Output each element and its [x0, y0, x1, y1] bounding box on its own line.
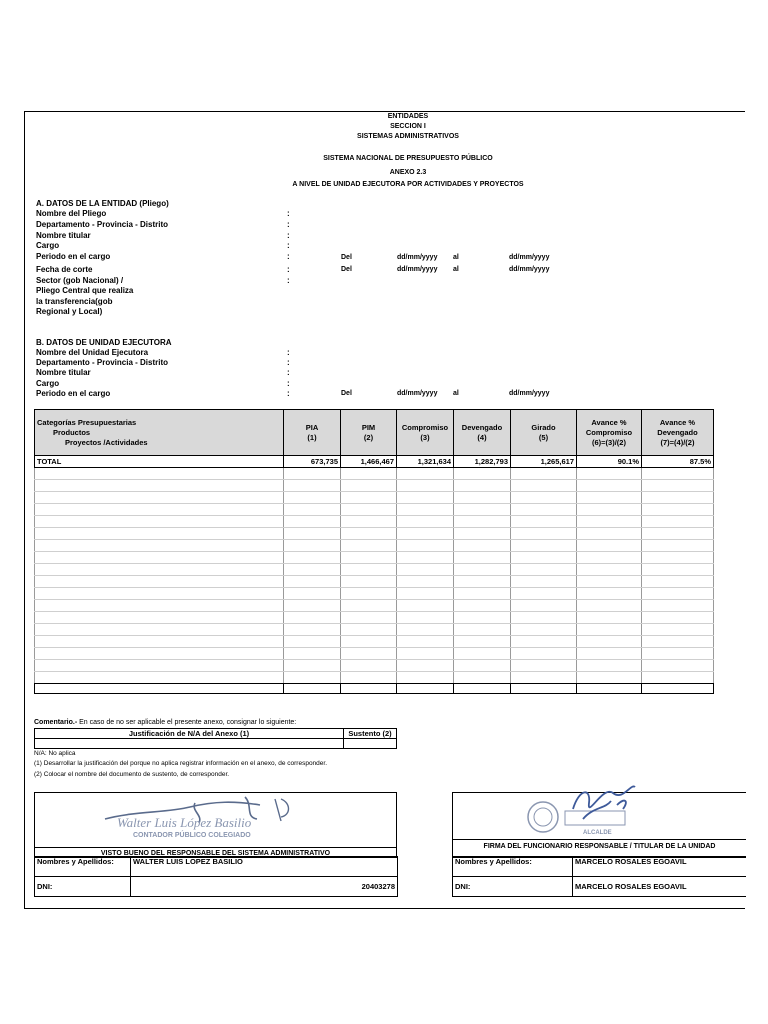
- header-girado: [511, 410, 577, 456]
- signature-right-name-row: [453, 857, 746, 877]
- header-avance-dev-1: Avance %: [659, 417, 696, 427]
- table-cell: [642, 660, 714, 672]
- table-cell: [35, 504, 284, 516]
- comentario-label: Comentario.-: [34, 719, 78, 726]
- table-cell: [341, 672, 397, 684]
- header-cat-1: Categorías Presupuestarias: [37, 417, 137, 427]
- table-cell: [642, 684, 714, 694]
- table-cell: [642, 528, 714, 540]
- colon: :: [287, 276, 290, 285]
- table-cell: [454, 552, 511, 564]
- table-cell: [397, 528, 454, 540]
- header-snpp: SISTEMA NACIONAL DE PRESUPUESTO PÚBLICO: [323, 155, 493, 162]
- table-cell: [341, 528, 397, 540]
- label-nombre-titular-b: Nombre titular: [36, 368, 91, 377]
- handwritten-signature-right: [513, 779, 663, 839]
- label-nombre-titular: Nombre titular: [36, 231, 91, 240]
- colon: :: [287, 368, 290, 377]
- nombres-label-left: Nombres y Apellidos:: [35, 857, 131, 877]
- table-cell: [397, 492, 454, 504]
- table-cell: [284, 636, 341, 648]
- table-cell: [454, 636, 511, 648]
- label-nombre-unidad: Nombre del Unidad Ejecutora: [36, 348, 149, 357]
- table-cell: [35, 612, 284, 624]
- just-cell: [35, 739, 344, 749]
- table-cell: [511, 588, 577, 600]
- table-row: [35, 600, 714, 612]
- total-avance-compromiso: 90.1%: [577, 456, 642, 468]
- table-cell: [642, 468, 714, 480]
- label-fecha-corte: Fecha de corte: [36, 265, 93, 274]
- table-row: [35, 516, 714, 528]
- del-label: Del: [341, 266, 352, 273]
- total-devengado: 1,282,793: [454, 456, 511, 468]
- table-cell: [511, 528, 577, 540]
- table-cell: [35, 684, 284, 694]
- table-cell: [642, 540, 714, 552]
- table-row: [35, 492, 714, 504]
- table-cell: [341, 480, 397, 492]
- sustento-cell: [344, 739, 397, 749]
- table-cell: [577, 540, 642, 552]
- table-row: [35, 540, 714, 552]
- header-avance-comp-1: Avance %: [591, 417, 627, 427]
- table-cell: [511, 636, 577, 648]
- table-cell: [284, 480, 341, 492]
- nombres-value-left: WALTER LUIS LOPEZ BASILIO: [131, 857, 398, 877]
- date-from: dd/mm/yyyy: [397, 390, 438, 397]
- table-cell: [454, 576, 511, 588]
- table-cell: [341, 648, 397, 660]
- table-cell: [397, 564, 454, 576]
- table-row: [35, 504, 714, 516]
- table-cell: [341, 588, 397, 600]
- table-cell: [284, 648, 341, 660]
- table-cell: [642, 516, 714, 528]
- table-cell: [397, 600, 454, 612]
- table-cell: [35, 528, 284, 540]
- handwritten-signature-left: [95, 793, 305, 841]
- table-cell: [284, 468, 341, 480]
- justification-empty-row: [35, 739, 397, 749]
- nombres-label-right: Nombres y Apellidos:: [453, 857, 573, 877]
- table-cell: [511, 600, 577, 612]
- header-compromiso-num: (3): [420, 432, 430, 442]
- table-cell: [284, 672, 341, 684]
- table-cell: [642, 480, 714, 492]
- table-cell: [577, 684, 642, 694]
- header-avance-dev-2: Devengado: [657, 427, 698, 437]
- table-cell: [284, 552, 341, 564]
- table-cell: [35, 480, 284, 492]
- comentario-line: [34, 718, 296, 727]
- table-cell: [511, 504, 577, 516]
- table-cell: [511, 660, 577, 672]
- label-nombre-pliego: Nombre del Pliego: [36, 209, 107, 218]
- table-cell: [454, 612, 511, 624]
- table-cell: [397, 660, 454, 672]
- header-sistemas: SISTEMAS ADMINISTRATIVOS: [357, 133, 459, 140]
- table-cell: [454, 588, 511, 600]
- table-cell: [577, 504, 642, 516]
- label-sector-3: la transferencia(gob: [36, 297, 113, 306]
- table-cell: [35, 468, 284, 480]
- date-to: dd/mm/yyyy: [509, 390, 550, 397]
- table-cell: [454, 600, 511, 612]
- header-categorias: [35, 410, 284, 456]
- header-nivel: A NIVEL DE UNIDAD EJECUTORA POR ACTIVIDADES Y PROYECTOS: [292, 181, 524, 188]
- table-cell: [577, 552, 642, 564]
- table-cell: [284, 576, 341, 588]
- table-cell: [35, 624, 284, 636]
- sustento-header: Sustento (2): [344, 729, 397, 739]
- table-cell: [397, 624, 454, 636]
- table-cell: [341, 516, 397, 528]
- total-row: [35, 456, 714, 468]
- table-row: [35, 480, 714, 492]
- signature-box-left: [34, 792, 397, 858]
- table-cell: [284, 540, 341, 552]
- table-cell: [577, 660, 642, 672]
- header-pia: [284, 410, 341, 456]
- table-cell: [511, 492, 577, 504]
- header-avance-dev-3: (7)=(4)/(2): [660, 437, 695, 447]
- header-pia-label: PIA: [305, 422, 319, 432]
- table-cell: [511, 648, 577, 660]
- table-cell: [35, 516, 284, 528]
- table-cell: [454, 564, 511, 576]
- table-cell: [341, 492, 397, 504]
- table-row: [35, 552, 714, 564]
- colon: :: [287, 379, 290, 388]
- table-cell: [397, 516, 454, 528]
- table-cell: [642, 648, 714, 660]
- table-cell: [284, 684, 341, 694]
- budget-table: [34, 409, 714, 694]
- table-cell: [341, 636, 397, 648]
- table-cell: [35, 660, 284, 672]
- signature-table-right: [452, 856, 746, 897]
- table-cell: [642, 612, 714, 624]
- table-row: [35, 660, 714, 672]
- header-avance-devengado: [642, 410, 714, 456]
- table-cell: [577, 492, 642, 504]
- caption-right: FIRMA DEL FUNCIONARIO RESPONSABLE / TITULAR DE LA UNIDAD: [453, 839, 746, 851]
- caption-left: VISTO BUENO DEL RESPONSABLE DEL SISTEMA ADMINISTRATIVO: [35, 847, 396, 858]
- header-devengado: [454, 410, 511, 456]
- total-avance-devengado: 87.5%: [642, 456, 714, 468]
- table-cell: [35, 600, 284, 612]
- table-cell: [454, 504, 511, 516]
- table-cell: [35, 552, 284, 564]
- table-cell: [397, 684, 454, 694]
- table-row: [35, 684, 714, 694]
- table-cell: [284, 588, 341, 600]
- table-cell: [341, 660, 397, 672]
- table-cell: [511, 540, 577, 552]
- signature-table-left: [34, 856, 398, 897]
- header-avance-comp-2: Compromiso: [585, 427, 633, 437]
- stamp-title-right: ALCALDE: [583, 830, 612, 836]
- colon: :: [287, 348, 290, 357]
- table-cell: [284, 624, 341, 636]
- header-entidades: ENTIDADES: [387, 113, 429, 120]
- header-compromiso: [397, 410, 454, 456]
- header-pim-label: PIM: [361, 422, 376, 432]
- table-row: [35, 612, 714, 624]
- table-cell: [35, 576, 284, 588]
- table-cell: [397, 552, 454, 564]
- total-girado: 1,265,617: [511, 456, 577, 468]
- table-cell: [577, 564, 642, 576]
- table-cell: [511, 564, 577, 576]
- header-avance-compromiso: [577, 410, 642, 456]
- table-cell: [511, 672, 577, 684]
- header-compromiso-label: Compromiso: [401, 422, 449, 432]
- table-cell: [341, 612, 397, 624]
- table-row: [35, 672, 714, 684]
- table-cell: [642, 636, 714, 648]
- label-periodo-b: Periodo en el cargo: [36, 389, 111, 398]
- table-cell: [284, 612, 341, 624]
- al-label: al: [453, 266, 459, 273]
- label-sector-4: Regional y Local): [36, 307, 103, 316]
- table-row: [35, 576, 714, 588]
- signature-left-name-row: [35, 857, 398, 877]
- table-header-row: [35, 410, 714, 456]
- table-cell: [454, 540, 511, 552]
- table-row: [35, 588, 714, 600]
- table-cell: [35, 540, 284, 552]
- table-cell: [577, 468, 642, 480]
- just-header: Justificación de N/A del Anexo (1): [35, 729, 344, 739]
- table-cell: [577, 624, 642, 636]
- dni-value-right: MARCELO ROSALES EGOAVIL: [573, 877, 746, 897]
- header-cat-3: Proyectos /Actividades: [65, 437, 148, 447]
- table-cell: [454, 492, 511, 504]
- table-cell: [397, 648, 454, 660]
- signature-box-right: [452, 792, 746, 858]
- table-cell: [284, 492, 341, 504]
- header-girado-num: (5): [538, 432, 549, 442]
- total-compromiso: 1,321,634: [397, 456, 454, 468]
- stamp-name-left: Walter Luis López Basilio: [117, 815, 252, 830]
- table-cell: [642, 564, 714, 576]
- table-cell: [35, 492, 284, 504]
- date-from: dd/mm/yyyy: [397, 266, 438, 273]
- table-cell: [511, 612, 577, 624]
- table-cell: [397, 468, 454, 480]
- table-cell: [642, 672, 714, 684]
- header-cat-2: Productos: [53, 427, 91, 437]
- table-cell: [341, 540, 397, 552]
- table-cell: [577, 576, 642, 588]
- table-cell: [511, 480, 577, 492]
- table-row: [35, 624, 714, 636]
- table-cell: [284, 600, 341, 612]
- justification-table: [34, 728, 397, 749]
- table-cell: [642, 552, 714, 564]
- table-cell: [397, 504, 454, 516]
- label-periodo: Periodo en el cargo: [36, 252, 111, 261]
- table-cell: [577, 636, 642, 648]
- table-cell: [511, 576, 577, 588]
- colon: :: [287, 220, 290, 229]
- table-cell: [511, 552, 577, 564]
- table-cell: [642, 600, 714, 612]
- note-na: N/A: No aplica: [34, 750, 76, 757]
- dni-label-right: DNI:: [453, 877, 573, 897]
- justification-header-row: [35, 729, 397, 739]
- table-cell: [454, 660, 511, 672]
- table-cell: [642, 576, 714, 588]
- table-row: [35, 564, 714, 576]
- table-cell: [454, 480, 511, 492]
- header-pim: [341, 410, 397, 456]
- table-cell: [454, 468, 511, 480]
- signature-left-dni-row: [35, 877, 398, 897]
- table-cell: [642, 588, 714, 600]
- comentario-text: En caso de no ser aplicable el presente anexo, consignar lo siguiente:: [77, 719, 297, 726]
- stamp-title-left: CONTADOR PÚBLICO COLEGIADO: [133, 832, 251, 839]
- al-label: al: [453, 390, 459, 397]
- table-cell: [577, 480, 642, 492]
- table-cell: [397, 576, 454, 588]
- header-girado-label: Girado: [531, 422, 556, 432]
- table-cell: [284, 504, 341, 516]
- label-cargo-b: Cargo: [36, 379, 60, 388]
- table-cell: [341, 564, 397, 576]
- date-to: dd/mm/yyyy: [509, 266, 550, 273]
- table-cell: [341, 624, 397, 636]
- total-label: TOTAL: [35, 456, 284, 468]
- date-to: dd/mm/yyyy: [509, 254, 550, 261]
- table-cell: [35, 588, 284, 600]
- signature-right-dni-row: [453, 877, 746, 897]
- dni-value-left: 20403278: [131, 877, 398, 897]
- del-label: Del: [341, 390, 352, 397]
- table-cell: [454, 516, 511, 528]
- label-sector-1: Sector (gob Nacional) /: [36, 276, 124, 285]
- table-row: [35, 636, 714, 648]
- table-row: [35, 648, 714, 660]
- table-cell: [341, 552, 397, 564]
- table-cell: [35, 564, 284, 576]
- colon: :: [287, 209, 290, 218]
- table-row: [35, 528, 714, 540]
- table-cell: [284, 516, 341, 528]
- header-devengado-num: (4): [477, 432, 487, 442]
- table-cell: [454, 528, 511, 540]
- table-cell: [511, 624, 577, 636]
- label-departamento-b: Departamento - Provincia - Distrito: [36, 358, 169, 367]
- table-cell: [454, 624, 511, 636]
- annex-sheet: [24, 111, 745, 909]
- table-cell: [511, 468, 577, 480]
- table-cell: [397, 540, 454, 552]
- al-label: al: [453, 254, 459, 261]
- header-devengado-label: Devengado: [461, 422, 503, 432]
- note-2: (2) Colocar el nombre del documento de sustento, de corresponder.: [34, 771, 230, 778]
- header-pim-num: (2): [363, 432, 374, 442]
- table-cell: [397, 672, 454, 684]
- table-cell: [454, 648, 511, 660]
- note-1: (1) Desarrollar la justificación del porque no aplica registrar información en el anexo, de corresponder.: [34, 760, 328, 767]
- table-cell: [284, 528, 341, 540]
- colon: :: [287, 241, 290, 250]
- table-cell: [642, 624, 714, 636]
- header-seccion: SECCION I: [390, 123, 426, 130]
- table-cell: [397, 612, 454, 624]
- total-pia: 673,735: [284, 456, 341, 468]
- section-a-title: A. DATOS DE LA ENTIDAD (Pliego): [36, 199, 169, 208]
- table-cell: [284, 564, 341, 576]
- colon: :: [287, 389, 290, 398]
- table-cell: [397, 480, 454, 492]
- table-cell: [284, 660, 341, 672]
- label-sector-2: Pliego Central que realiza: [36, 286, 134, 295]
- table-cell: [341, 468, 397, 480]
- table-cell: [35, 636, 284, 648]
- section-b-title: B. DATOS DE UNIDAD EJECUTORA: [36, 338, 172, 347]
- table-cell: [577, 648, 642, 660]
- colon: :: [287, 265, 290, 274]
- dni-label-left: DNI:: [35, 877, 131, 897]
- table-cell: [577, 600, 642, 612]
- total-pim: 1,466,467: [341, 456, 397, 468]
- table-cell: [35, 648, 284, 660]
- table-row: [35, 468, 714, 480]
- table-cell: [577, 612, 642, 624]
- table-cell: [577, 672, 642, 684]
- table-cell: [341, 504, 397, 516]
- table-cell: [35, 672, 284, 684]
- colon: :: [287, 231, 290, 240]
- date-from: dd/mm/yyyy: [397, 254, 438, 261]
- del-label: Del: [341, 254, 352, 261]
- table-cell: [577, 516, 642, 528]
- header-avance-comp-3: (6)=(3)/(2): [592, 437, 626, 447]
- table-cell: [511, 516, 577, 528]
- table-cell: [577, 588, 642, 600]
- table-cell: [454, 684, 511, 694]
- table-cell: [511, 684, 577, 694]
- label-cargo: Cargo: [36, 241, 60, 250]
- nombres-value-right: MARCELO ROSALES EGOAVIL: [573, 857, 746, 877]
- table-cell: [454, 672, 511, 684]
- table-cell: [397, 588, 454, 600]
- table-cell: [642, 504, 714, 516]
- table-cell: [341, 600, 397, 612]
- colon: :: [287, 252, 290, 261]
- table-cell: [341, 576, 397, 588]
- table-cell: [642, 492, 714, 504]
- colon: :: [287, 358, 290, 367]
- table-cell: [577, 528, 642, 540]
- label-departamento: Departamento - Provincia - Distrito: [36, 220, 169, 229]
- table-cell: [341, 684, 397, 694]
- header-anexo: ANEXO 2.3: [389, 169, 427, 176]
- table-cell: [397, 636, 454, 648]
- header-pia-num: (1): [307, 432, 317, 442]
